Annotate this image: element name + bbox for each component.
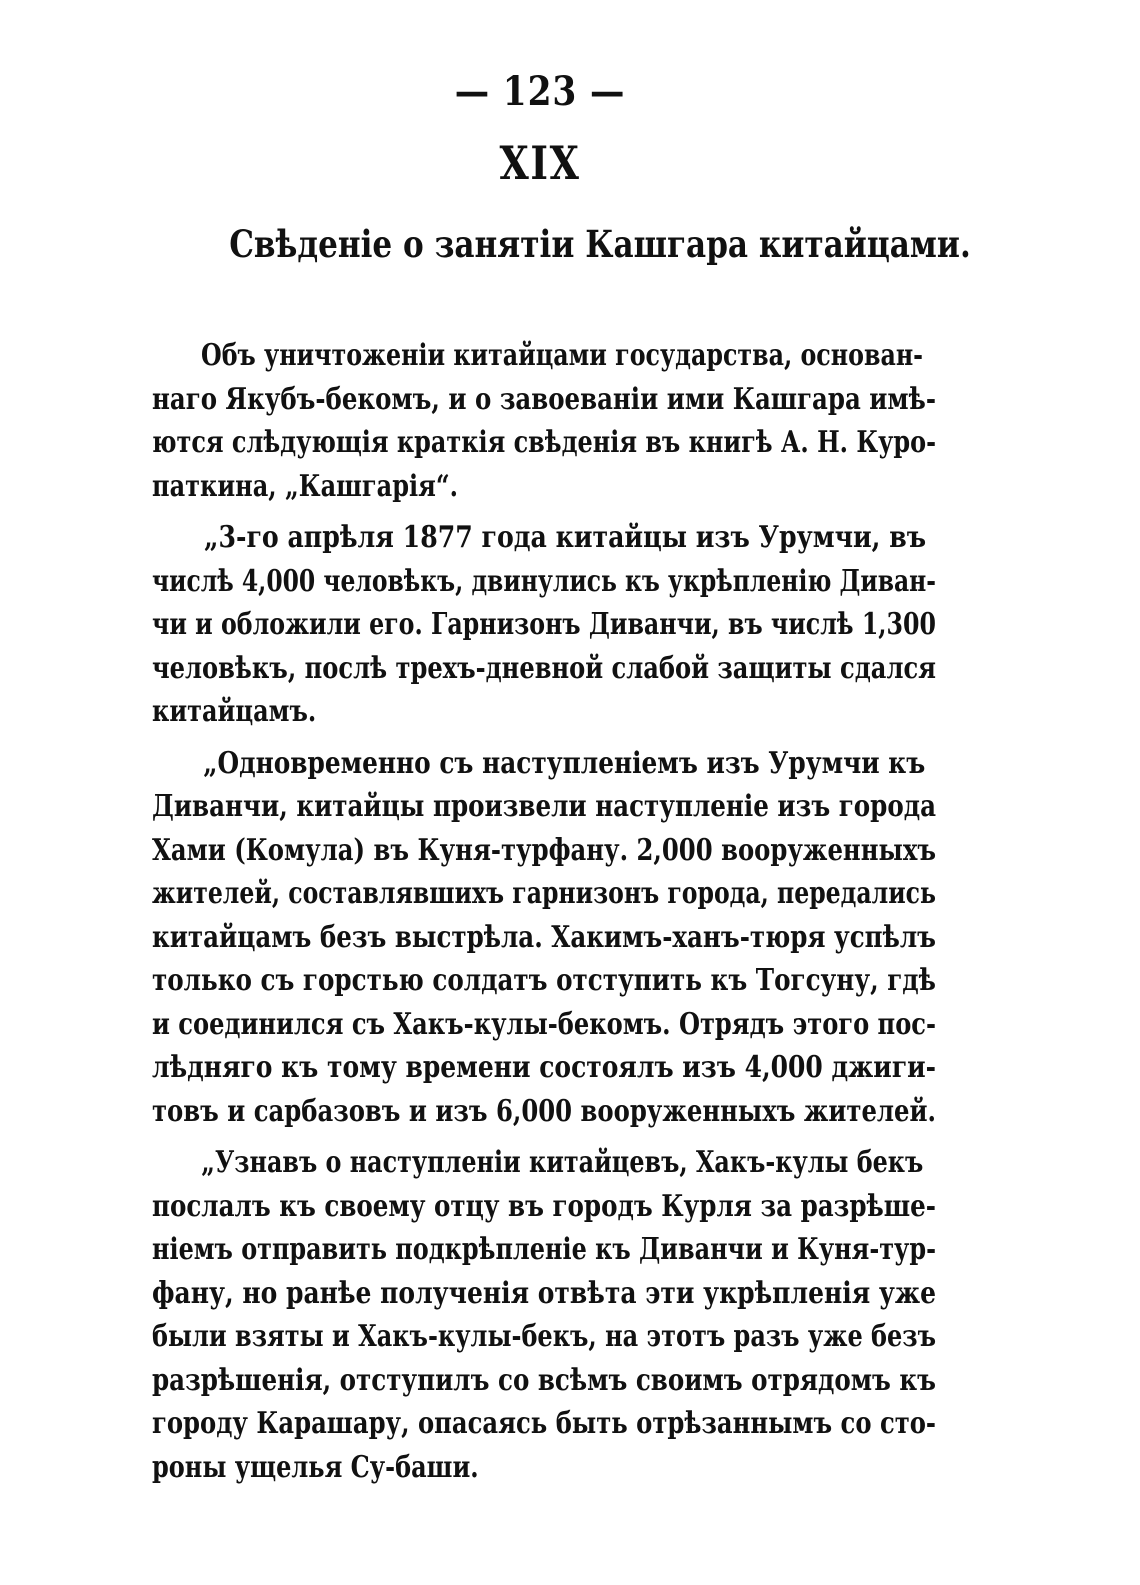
text-line: Хами (Комула) въ Куня-турфану. 2,000 вооруженныхъ — [152, 832, 936, 868]
text-line: фану, но ранѣе полученія отвѣта эти укрѣпленія уже — [152, 1275, 936, 1311]
text-line: паткина, „Кашгарія“. — [152, 468, 458, 504]
text-line: были взяты и Хакъ-кулы-бекъ, на этотъ разъ уже безъ — [152, 1319, 936, 1354]
text-line: человѣкъ, послѣ трехъ-дневной слабой защиты сдался — [152, 650, 936, 686]
text-line: чи и обложили его. Гарнизонъ Диванчи, въ числѣ 1,300 — [152, 607, 936, 642]
text-line: Диванчи, китайцы произвели наступленіе изъ города — [152, 789, 936, 824]
paragraph — [152, 1141, 936, 1489]
text-line: послалъ къ своему отцу въ городъ Курля за разрѣше- — [152, 1188, 936, 1224]
text-line: наго Якубъ-бекомъ, и о завоеваніи ими Кашгара имѣ- — [152, 381, 936, 417]
body-text — [152, 334, 936, 1489]
text-line: китайцамъ. — [152, 694, 317, 729]
chapter-number: XIX — [499, 136, 581, 190]
text-line: и соединился съ Хакъ-кулы-бекомъ. Отрядъ этого пос- — [152, 1006, 936, 1042]
text-line: числѣ 4,000 человѣкъ, двинулись къ укрѣпленію Диван- — [152, 563, 936, 599]
text-line: „Одновременно съ наступленіемъ изъ Урумчи къ — [203, 745, 926, 781]
text-line: разрѣшенія, отступилъ со всѣмъ своимъ отрядомъ къ — [152, 1362, 936, 1398]
paragraph — [152, 334, 936, 508]
paragraph — [152, 742, 936, 1134]
text-line: жителей, составлявшихъ гарнизонъ города, передались — [152, 876, 936, 911]
text-line: ются слѣдующія краткія свѣденія въ книгѣ А. Н. Куро- — [152, 425, 936, 460]
text-line: лѣдняго къ тому времени состоялъ изъ 4,000 джиги- — [152, 1050, 936, 1085]
chapter-title: Свѣденіе о занятіи Кашгара китайцами. — [229, 222, 971, 266]
text-line: Объ уничтоженіи китайцами государства, основан- — [201, 338, 924, 373]
page-number: — 123 — — [454, 68, 626, 115]
text-line: городу Карашару, опасаясь быть отрѣзаннымъ со сто- — [152, 1406, 936, 1441]
text-line: китайцамъ безъ выстрѣла. Хакимъ-ханъ-тюря успѣлъ — [152, 919, 936, 955]
text-line: „Узнавъ о наступленіи китайцевъ, Хакъ-кулы бекъ — [201, 1145, 924, 1180]
text-line: ніемъ отправить подкрѣпленіе къ Диванчи и Куня-тур- — [152, 1232, 936, 1267]
text-line: „3-го апрѣля 1877 года китайцы изъ Урумчи, въ — [204, 520, 927, 555]
text-line: только съ горстью солдатъ отступить къ Тогсуну, гдѣ — [152, 963, 936, 998]
text-line: товъ и сарбазовъ и изъ 6,000 вооруженныхъ жителей. — [152, 1093, 936, 1129]
paragraph — [152, 516, 936, 734]
text-line: роны ущелья Су-баши. — [152, 1449, 479, 1485]
